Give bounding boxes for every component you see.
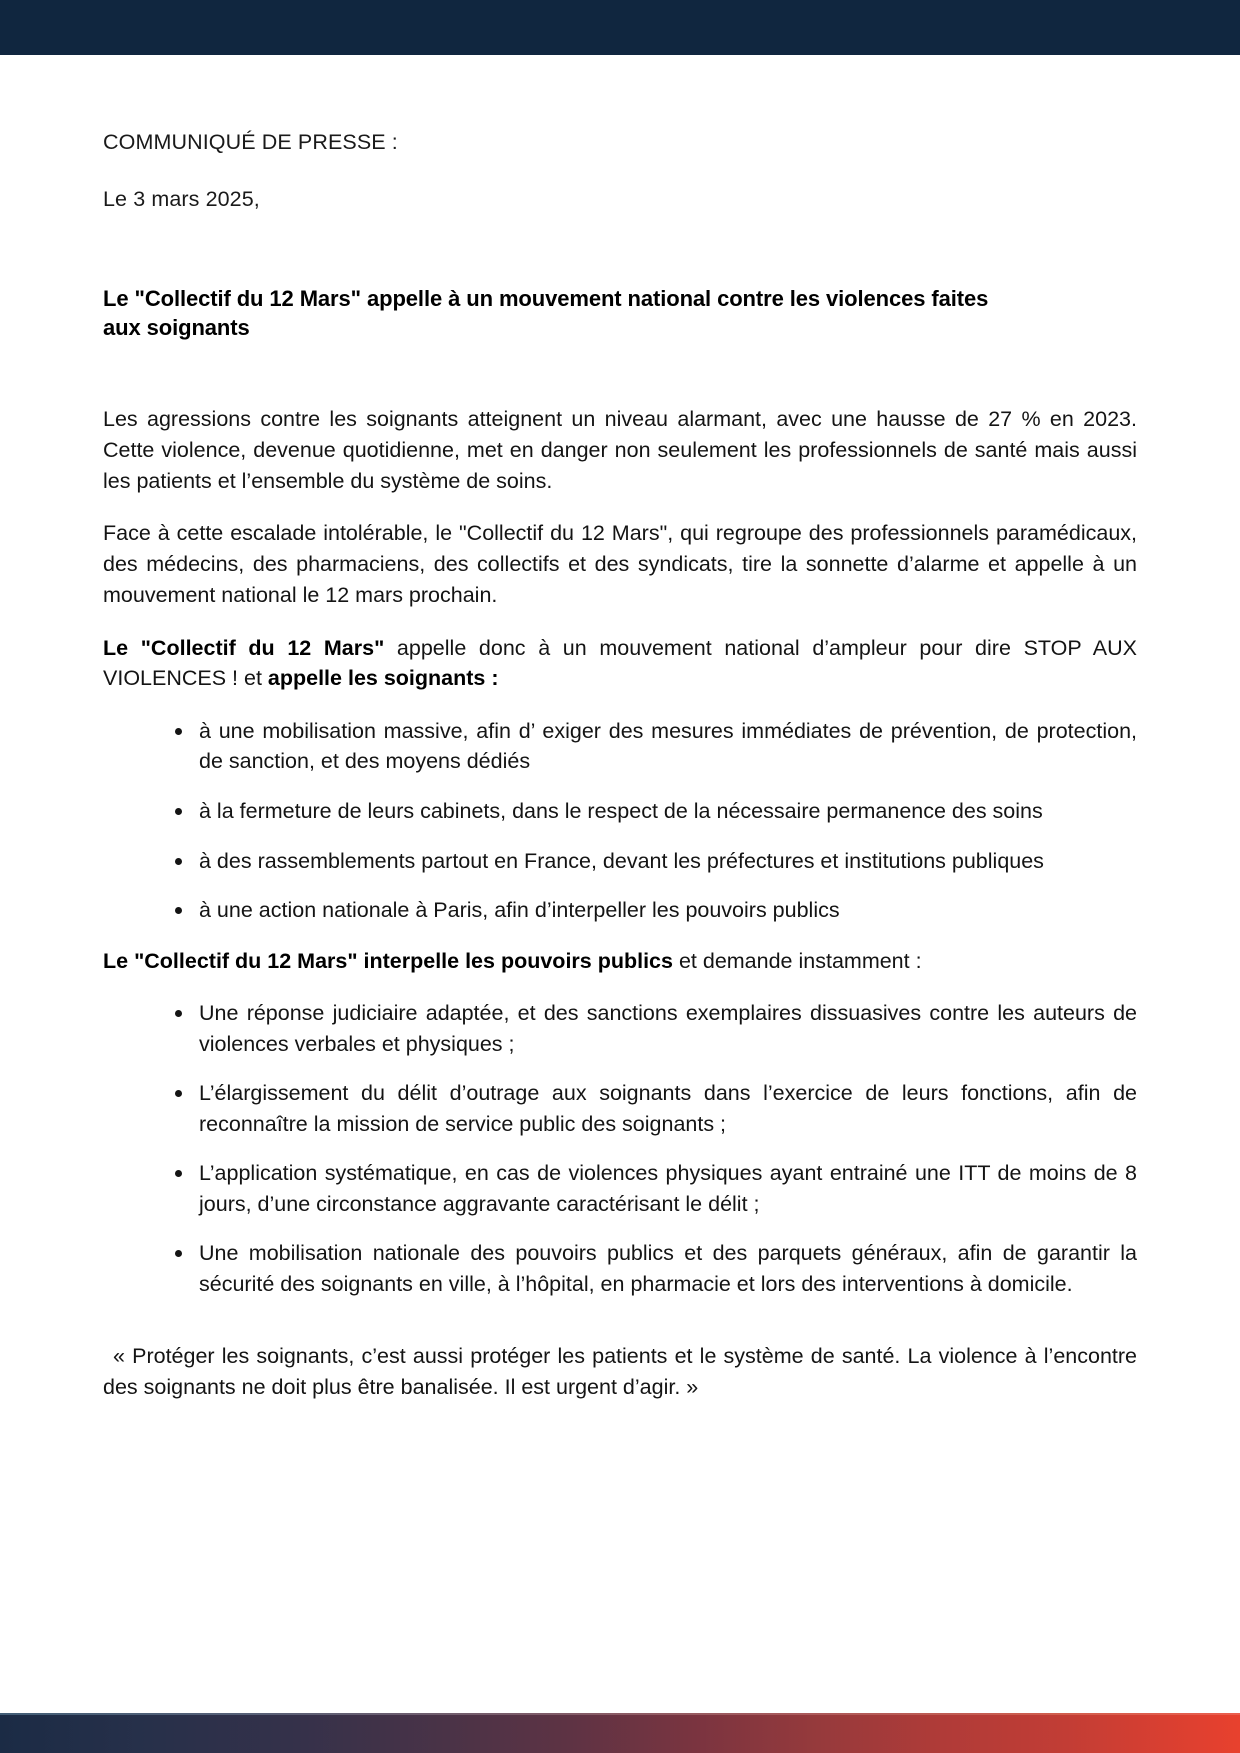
press-release-label: COMMUNIQUÉ DE PRESSE : [103,130,398,154]
list-item: L’application systématique, en cas de violences physiques ayant entrainé une ITT de moins de 8 jours, d’une circonstance aggravante caractérisant le délit ; [175,1158,1137,1219]
list-item: à la fermeture de leurs cabinets, dans le respect de la nécessaire permanence des soins [175,796,1137,827]
press-release-date: Le 3 mars 2025, [103,187,260,212]
paragraph-context: Les agressions contre les soignants atteignent un niveau alarmant, avec une hausse de 27 % en 2023. Cette violence, devenue quotidienne, met en danger non seulement les professionnels de santé mais aussi les patients et l’ensemble du système de soins. [103,407,1137,493]
page-header-bar [0,0,1240,55]
document-body [103,342,1137,1403]
list-item: à des rassemblements partout en France, devant les préfectures et institutions publiques [175,846,1137,877]
demands-intro [103,946,1137,977]
call-intro-middle: appelle donc à un mouvement national d’ampleur pour dire STOP AUX VIOLENCES ! et [103,635,1137,691]
document-page [0,55,1240,1403]
list-item: Une réponse judiciaire adaptée, et des sanctions exemplaires dissuasives contre les auteurs de violences verbales et physiques ; [175,998,1137,1059]
list-item: à une mobilisation massive, afin d’ exiger des mesures immédiates de prévention, de protection, de sanction, et des moyens dédiés [175,716,1137,777]
call-intro-bold-lead: Le "Collectif du 12 Mars" [103,635,385,660]
list-item: Une mobilisation nationale des pouvoirs publics et des parquets généraux, afin de garantir la sécurité des soignants en ville, à l’hôpital, en pharmacie et lors des interventions à domicile. [175,1238,1137,1299]
list-item: L’élargissement du délit d’outrage aux soignants dans l’exercice de leurs fonctions, afin de reconnaître la mission de service public des soignants ; [175,1078,1137,1139]
call-to-action-intro [103,633,1137,694]
list-item: à une action nationale à Paris, afin d’interpeller les pouvoirs publics [175,895,1137,926]
closing-quote: « Protéger les soignants, c’est aussi protéger les patients et le système de santé. La violence à l’encontre des soignants ne doit plus être banalisée. Il est urgent d’agir. » [103,1344,1137,1400]
demands-list [103,998,1137,1299]
demands-intro-tail: et demande instamment : [672,948,922,973]
demands-intro-bold-lead: Le "Collectif du 12 Mars" interpelle les pouvoirs publics [103,948,673,973]
call-intro-bold-tail: appelle les soignants : [267,666,499,691]
page-title: Le "Collectif du 12 Mars" appelle à un mouvement national contre les violences faites aux soignants [103,286,989,341]
page-footer-bar [0,1715,1240,1753]
call-to-action-list [103,716,1137,926]
paragraph-collective: Face à cette escalade intolérable, le "Collectif du 12 Mars", qui regroupe des professionnels paramédicaux, des médecins, des pharmaciens, des collectifs et des syndicats, tire la sonnette d’alarme et appelle à un mouvement national le 12 mars prochain. [103,521,1137,607]
spacer [103,1319,1137,1333]
